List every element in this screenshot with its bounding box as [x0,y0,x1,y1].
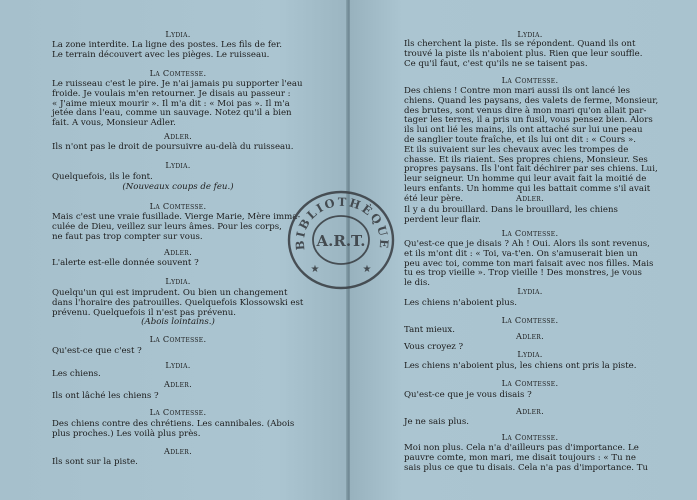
text-line: Qu'est-ce que c'est ? [52,346,142,356]
dialogue-text [52,347,304,357]
dialogue-text [404,86,659,205]
speaker-name: La Comtesse. [501,315,559,325]
text-line: Je ne sais plus. [404,417,469,427]
text-line: Ce qu'il faut, c'est qu'ils ne se taisent pas. [404,58,588,69]
library-stamp [285,188,397,292]
speaker-name: Lydia. [517,286,543,296]
text-line: dans l'horaire des patrouilles. Quelquefois Klossowski est [52,297,304,308]
text-line: trouvé la piste ils n'aboient plus. Rien que leur souffle. [404,48,643,59]
text-line: Moi non plus. Cela n'a d'ailleurs pas d'importance. Le [404,443,639,453]
speaker-name: Adler. [163,131,192,141]
dialogue-text [52,289,304,318]
speaker-name: La Comtesse. [501,432,559,442]
dialogue-text [52,143,304,153]
text-line: été leur père. [404,193,464,204]
text-line: Vous croyez ? [404,342,464,352]
text-line: « J'aime mieux mourir ». Il m'a dit : « Moi pas ». Il m'a [52,98,290,109]
speaker-name: La Comtesse. [501,75,559,85]
text-line: Quelqu'un qui est imprudent. Ou bien un changement [52,288,288,298]
speaker-name: Lydia. [165,276,191,286]
speaker-name: Adler. [515,406,544,416]
speaker-name: La Comtesse. [149,407,207,417]
stamp-star-icon: ★ [362,264,372,275]
text-line: Le terrain découvert avec les pièges. Le ruisseau. [52,49,270,60]
dialogue-text [404,40,656,69]
text-line: Ils n'ont pas le droit de poursuivre au-delà du ruisseau. [52,142,294,152]
speaker-name: Adler. [163,446,192,456]
text-line: propres paysans. Ils l'ont fait déchirer par ses chiens. Lui, [404,164,658,175]
text-line: culée de Dieu, veillez sur leurs âmes. Pour les corps, [52,221,282,232]
text-line: peu avec toi, comme ton mari faisait avec nos filles. Mais [404,258,654,269]
text-line: Des chiens contre des chrétiens. Les cannibales. (Abois [52,419,295,429]
speaker-name: La Comtesse. [501,378,559,388]
speaker-name: La Comtesse. [149,68,207,78]
text-line: Et ils suivaient sur les chevaux avec les trompes de [404,144,629,155]
text-line: Qu'est-ce que je disais ? Ah ! Oui. Alors ils sont revenus, [404,239,650,249]
dialogue-text [404,206,656,226]
text-line: Des chiens ! Contre mon mari aussi ils ont lancé les [404,86,631,96]
speaker-name: Lydia. [517,349,543,359]
stage-direction: (Abois lointains.) [141,317,215,327]
speaker-name: Adler. [163,247,192,257]
text-line: froide. Je voulais m'en retourner. Je disais au passeur : [52,88,291,99]
speaker-name: La Comtesse. [149,334,207,344]
text-line: Tant mieux. [404,325,456,335]
text-line: Les chiens n'aboient plus. [404,298,517,308]
text-line: jetée dans l'eau, comme un sauvage. Notez qu'il a bien [52,108,292,119]
text-line: de sanglier toute fraîche, et ils lui ont dit : « Cours ». [404,134,636,145]
text-line: Ils ont lâché les chiens ? [52,391,159,401]
text-line: L'alerte est-elle donnée souvent ? [52,258,199,268]
dialogue-text [52,213,304,242]
text-line: pauvre comte, mon mari, me disait toujours : « Tu ne [404,452,636,463]
text-line: leur seigneur. Un homme qui leur avait fait la moitié de [404,174,647,185]
dialogue-text [52,458,304,468]
stage-direction: (Nouveaux coups de feu.) [122,182,234,192]
text-line: Les chiens. [52,369,101,379]
dialogue-text [52,259,304,269]
text-line: Ils sont sur la piste. [52,457,138,467]
text-line: plus proches.) Les voilà plus près. [52,428,201,439]
stamp-center-text: A.R.T. [316,232,366,250]
right-page [350,0,697,500]
speaker-name: La Comtesse. [149,201,207,211]
speaker-name: Lydia. [165,29,191,39]
dialogue-text [404,299,656,309]
dialogue-text [404,444,656,473]
text-line: ne faut pas trop compter sur vous. [52,231,203,242]
text-line: leurs enfants. Un homme qui les battait comme s'il avait [404,183,651,194]
text-line: La zone interdite. La ligne des postes. Les fils de fer. [52,40,282,50]
text-line: Mais c'est une vraie fusillade. Vierge Marie, Mère imma- [52,212,301,222]
text-line: Quelquefois, ils le font. [52,172,153,182]
text-line: ils lui ont lié les mains, ils ont attaché sur lui une peau [404,125,643,136]
dialogue-text [52,41,304,61]
text-line: chiens. Quand les paysans, des valets de ferme, Monsieur, [404,95,659,106]
text-line: Il y a du brouillard. Dans le brouillard, les chiens [404,205,618,215]
text-line: le dis. [404,278,430,289]
text-line: fait. A vous, Monsieur Adler. [52,118,176,129]
text-line: tu es trop vieille ». Trop vieille ! Des monstres, je vous [404,268,642,279]
dialogue-text [404,362,656,372]
text-line: tager les terres, il a pris un fusil, vous pensez bien. Alors [404,115,653,126]
dialogue-text [404,240,656,289]
text-line: Ils cherchent la piste. Ils se répondent. Quand ils ont [404,39,636,49]
text-line: prévenu. Quelquefois il n'est pas prévenu. [52,307,236,318]
speaker-name: Adler. [515,193,544,203]
stamp-star-icon: ★ [310,264,320,275]
text-line: et ils m'ont dit : « Toi, va-t'en. On s'amuserait bien un [404,248,638,259]
text-line: chasse. Et ils riaient. Ses propres chiens, Monsieur. Ses [404,154,648,165]
dialogue-text [52,420,304,440]
text-line: Qu'est-ce que je vous disais ? [404,390,532,400]
text-line: Les chiens n'aboient plus, les chiens ont pris la piste. [404,361,637,371]
speaker-name: Lydia. [165,160,191,170]
speaker-name: La Comtesse. [501,228,559,238]
text-line: perdent leur flair. [404,214,481,225]
stamp-ring-text: BIBLIOTHÈQUE [292,194,392,251]
dialogue-text [52,80,304,129]
dialogue-text [52,392,304,402]
dialogue-text [404,418,656,428]
dialogue-text [404,391,656,401]
text-line: sais plus ce que tu disais. Cela n'a pas d'importance. Tu [404,462,649,473]
speaker-name: Adler. [163,379,192,389]
text-line: des brutes, sont venus dire à mon mari qu'on allait par- [404,105,647,116]
speaker-name: Adler. [515,331,544,341]
text-line: Le ruisseau c'est le pire. Je n'ai jamais pu supporter l'eau [52,79,303,89]
speaker-name: Lydia. [165,360,191,370]
speaker-name: Lydia. [517,29,543,39]
